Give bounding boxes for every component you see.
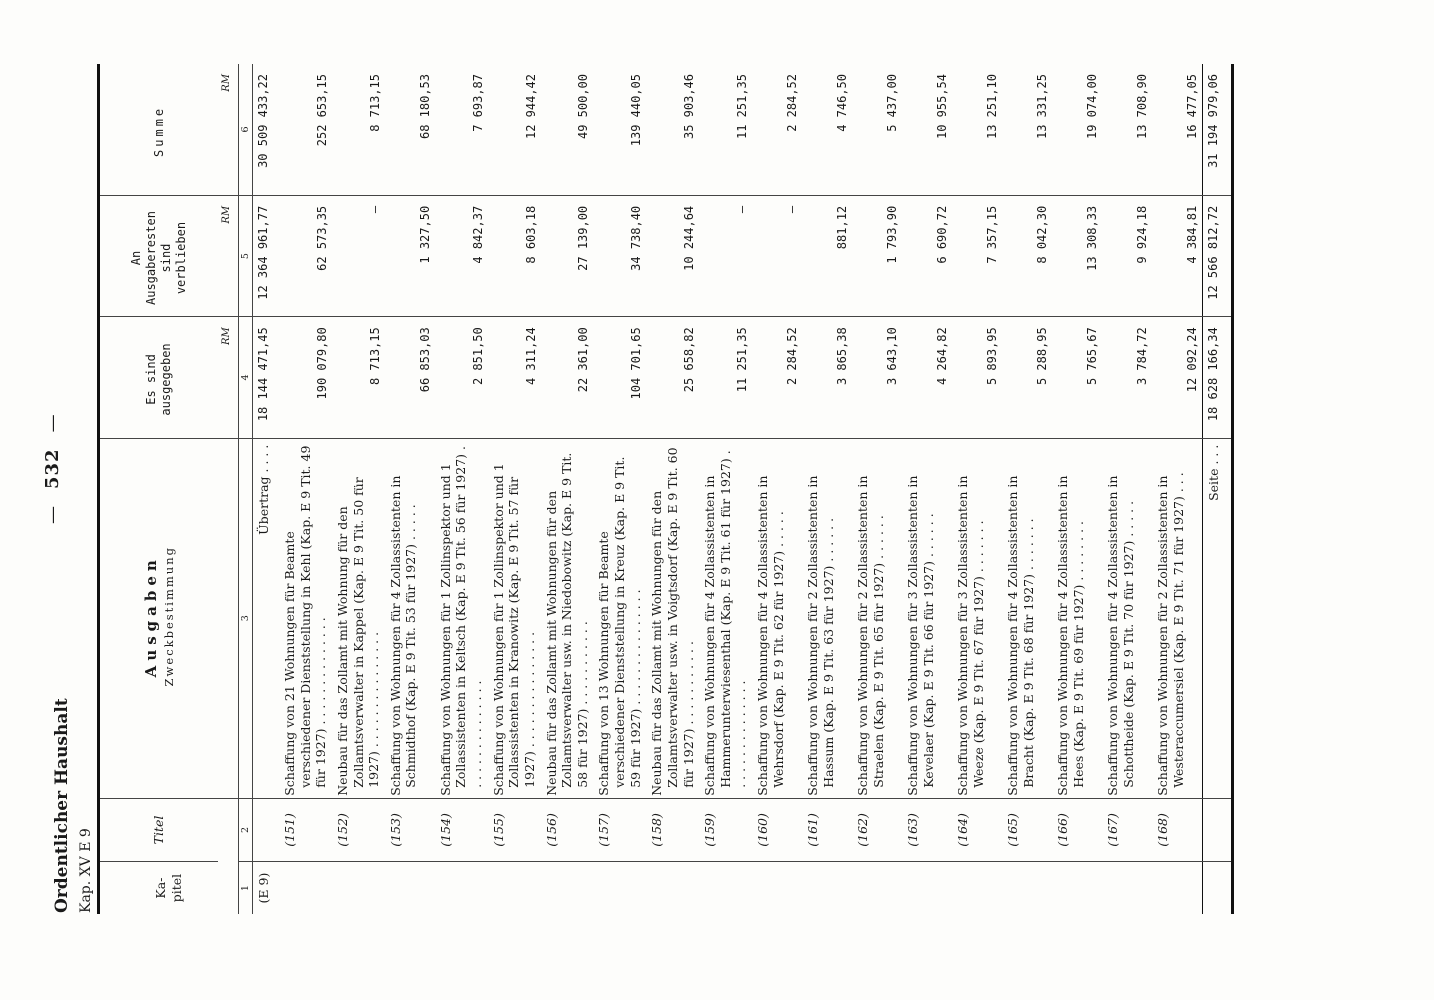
row-spent: 22 361,00 (541, 317, 594, 438)
row-title-number: (165) (1002, 798, 1052, 861)
row-remaining: 13 308,33 (1052, 195, 1102, 316)
row-chapter (385, 862, 435, 914)
table-row (802, 64, 852, 914)
table-row (952, 64, 1002, 914)
row-spent: 3 865,38 (802, 317, 852, 438)
row-title-number: (157) (593, 798, 646, 861)
row-description: Schaffung von Wohnungen für 3 Zollassistenten in Weeze (Kap. E 9 Tit. 67 für 1927) . . . . . . . (952, 438, 1002, 798)
row-chapter (852, 862, 902, 914)
row-title-number: (161) (802, 798, 852, 861)
row-remaining: 4 384,81 (1152, 195, 1203, 316)
table-row (752, 64, 802, 914)
carry-remaining: 12 364 961,77 (253, 195, 280, 316)
row-title-number: (163) (902, 798, 952, 861)
row-sum: 12 944,42 (488, 64, 541, 195)
row-remaining: 8 042,30 (1002, 195, 1052, 316)
row-sum: 139 440,05 (593, 64, 646, 195)
row-description: Schaffung von Wohnungen für 4 Zollassistenten in Wehrsdorf (Kap. E 9 Tit. 62 für 1927) . . . . . (752, 438, 802, 798)
row-description: Neubau für das Zollamt mit Wohnungen für den Zollamtsverwalter usw. in Niedobowitz (Kap. E 9 Tit. 58 für 1927) . . . . . . . . . . . (541, 438, 594, 798)
column-number: 5 (239, 195, 253, 316)
page-header-title: Ordentlicher Haushalt (52, 698, 72, 913)
row-description: Neubau für das Zollamt mit Wohnungen für den Zollamtsverwalter usw. in Voigtsdorf (Kap. E 9 Tit. 60 für 1927) . . . . . . . . . . . (646, 438, 699, 798)
row-remaining: 27 139,00 (541, 195, 594, 316)
page-header-chapter: Kap. XV E 9 (78, 828, 94, 913)
column-number: 6 (239, 64, 253, 195)
row-sum: 19 074,00 (1052, 64, 1102, 195)
row-chapter (593, 862, 646, 914)
totals-sum: 31 194 979,06 (1203, 64, 1233, 195)
unit-rm-4: RM (218, 317, 239, 438)
table-row (488, 64, 541, 914)
column-number: 4 (239, 317, 253, 438)
row-title-number: (159) (699, 798, 752, 861)
row-remaining: — (332, 195, 385, 316)
row-description: Schaffung von 21 Wohnungen für Beamte verschiedener Dienststellung in Kehl (Kap. E 9 Tit. 49 für 1927) . . . . . . . . . . . . . . (279, 438, 332, 798)
row-description: Schaffung von Wohnungen für 4 Zollassistenten in Schottheide (Kap. E 9 Tit. 70 für 1927) . . . . . (1102, 438, 1152, 798)
row-title-number: (168) (1152, 798, 1203, 861)
totals-spent: 18 628 166,34 (1203, 317, 1233, 438)
row-remaining: 8 603,18 (488, 195, 541, 316)
row-chapter (752, 862, 802, 914)
unit-rm-6: RM (218, 64, 239, 195)
row-sum: 35 903,46 (646, 64, 699, 195)
row-spent: 190 079,80 (279, 317, 332, 438)
row-spent: 25 658,82 (646, 317, 699, 438)
row-spent: 4 264,82 (902, 317, 952, 438)
row-spent: 2 851,50 (435, 317, 488, 438)
table-row (852, 64, 902, 914)
row-spent: 3 784,72 (1102, 317, 1152, 438)
row-spent: 4 311,24 (488, 317, 541, 438)
header-ausgaben-title: Ausgaben (141, 555, 160, 678)
row-title-number: (167) (1102, 798, 1152, 861)
row-title-number: (153) (385, 798, 435, 861)
row-sum: 252 653,15 (279, 64, 332, 195)
table-row (1002, 64, 1052, 914)
row-chapter (802, 862, 852, 914)
table-body (253, 64, 1203, 914)
page-number: — 532 — (42, 397, 63, 540)
header-ausgabereste: An Ausgaberesten sind verblieben (99, 195, 219, 316)
table-row (435, 64, 488, 914)
row-title-number: (155) (488, 798, 541, 861)
carry-sum: 30 509 433,22 (253, 64, 280, 195)
totals-row (1203, 64, 1233, 914)
row-remaining: 9 924,18 (1102, 195, 1152, 316)
row-remaining: 4 842,37 (435, 195, 488, 316)
row-sum: 13 708,90 (1102, 64, 1152, 195)
carry-chapter: (E 9) (256, 872, 271, 904)
row-spent: 5 288,95 (1002, 317, 1052, 438)
row-remaining: 1 327,50 (385, 195, 435, 316)
row-description: Schaffung von Wohnungen für 4 Zollassistenten in Hammerunterwiesenthal (Kap. E 9 Tit. 61 für 1927) . . . . . . . . . . . . . . . (699, 438, 752, 798)
row-sum: 68 180,53 (385, 64, 435, 195)
table-row (699, 64, 752, 914)
row-sum: 13 251,10 (952, 64, 1002, 195)
totals-remaining: 12 566 812,72 (1203, 195, 1233, 316)
row-sum: 16 477,05 (1152, 64, 1203, 195)
row-description: Schaffung von Wohnungen für 1 Zollinspektor und 1 Zollassistenten in Keltsch (Kap. E 9 Tit. 56 für 1927) . . . . . . . . . . . . . . . (435, 438, 488, 798)
column-number: 3 (239, 438, 253, 798)
row-chapter (541, 862, 594, 914)
row-sum: 2 284,52 (752, 64, 802, 195)
row-chapter (332, 862, 385, 914)
carry-spent: 18 144 471,45 (253, 317, 280, 438)
row-sum: 8 713,15 (332, 64, 385, 195)
column-number-row (239, 64, 253, 914)
row-title-number: (162) (852, 798, 902, 861)
table-row (385, 64, 435, 914)
table-row (1102, 64, 1152, 914)
table-row (1152, 64, 1203, 914)
row-description: Schaffung von Wohnungen für 2 Zollassistenten in Straelen (Kap. E 9 Tit. 65 für 1927) . . . . . . (852, 438, 902, 798)
row-chapter (902, 862, 952, 914)
row-title-number: (166) (1052, 798, 1102, 861)
row-sum: 11 251,35 (699, 64, 752, 195)
table-row (332, 64, 385, 914)
row-remaining: — (699, 195, 752, 316)
row-chapter (1152, 862, 1203, 914)
row-chapter (699, 862, 752, 914)
header-summe: Summe (99, 64, 219, 195)
row-spent: 5 893,95 (952, 317, 1002, 438)
row-sum: 49 500,00 (541, 64, 594, 195)
row-description: Schaffung von Wohnungen für 4 Zollassistenten in Schmidthof (Kap. E 9 Tit. 53 für 1927) . . . . . (385, 438, 435, 798)
table-row (902, 64, 952, 914)
row-description: Schaffung von Wohnungen für 3 Zollassistenten in Kevelaer (Kap. E 9 Tit. 66 für 1927) . . . . . . (902, 438, 952, 798)
row-spent: 8 713,15 (332, 317, 385, 438)
row-description: Schaffung von 13 Wohnungen für Beamte verschiedener Dienststellung in Kreuz (Kap. E 9 Tit. 59 für 1927) . . . . . . . . . . . . . . . (593, 438, 646, 798)
row-sum: 10 955,54 (902, 64, 952, 195)
row-title-number: (158) (646, 798, 699, 861)
totals-label: Seite . . . (1203, 438, 1233, 798)
table-row (1052, 64, 1102, 914)
row-spent: 2 284,52 (752, 317, 802, 438)
expenditure-table (97, 64, 1234, 914)
row-remaining: 7 357,15 (952, 195, 1002, 316)
row-title-number: (154) (435, 798, 488, 861)
carry-over-row (253, 64, 280, 914)
row-description: Schaffung von Wohnungen für 2 Zollassistenten in Westeraccumersiel (Kap. E 9 Tit. 71 für 1927) . . . (1152, 438, 1203, 798)
row-chapter (952, 862, 1002, 914)
table-row (593, 64, 646, 914)
row-description: Schaffung von Wohnungen für 4 Zollassistenten in Hees (Kap. E 9 Tit. 69 für 1927) . . . . . . . . (1052, 438, 1102, 798)
row-sum: 4 746,50 (802, 64, 852, 195)
unit-rm-5: RM (218, 195, 239, 316)
row-chapter (488, 862, 541, 914)
row-spent: 5 765,67 (1052, 317, 1102, 438)
row-description: Neubau für das Zollamt mit Wohnung für den Zollamtsverwalter in Kappel (Kap. E 9 Tit. 50 für 1927) . . . . . . . . . . . . . . . (332, 438, 385, 798)
row-remaining: 6 690,72 (902, 195, 952, 316)
table-row (541, 64, 594, 914)
row-chapter (279, 862, 332, 914)
column-number: 1 (239, 862, 253, 914)
header-ausgaben (99, 438, 219, 798)
carry-label: Übertrag . . . . (253, 438, 280, 798)
row-remaining: 10 244,64 (646, 195, 699, 316)
row-remaining: 62 573,35 (279, 195, 332, 316)
row-spent: 11 251,35 (699, 317, 752, 438)
row-title-number: (152) (332, 798, 385, 861)
row-remaining: 881,12 (802, 195, 852, 316)
row-chapter (1002, 862, 1052, 914)
column-number: 2 (239, 798, 253, 861)
table-row (279, 64, 332, 914)
row-spent: 3 643,10 (852, 317, 902, 438)
row-spent: 66 853,03 (385, 317, 435, 438)
row-chapter (1102, 862, 1152, 914)
row-sum: 13 331,25 (1002, 64, 1052, 195)
row-remaining: — (752, 195, 802, 316)
row-description: Schaffung von Wohnungen für 1 Zollinspektor und 1 Zollassistenten in Kranowitz (Kap. E 9 Tit. 57 für 1927) . . . . . . . . . . . . . . . (488, 438, 541, 798)
header-kapitel: Ka-pitel (153, 873, 184, 903)
table-row (646, 64, 699, 914)
row-description: Schaffung von Wohnungen für 4 Zollassistenten in Bracht (Kap. E 9 Tit. 68 für 1927) . . . . . . . (1002, 438, 1052, 798)
row-chapter (646, 862, 699, 914)
row-remaining: 34 738,40 (593, 195, 646, 316)
row-title-number: (164) (952, 798, 1002, 861)
header-ausgegeben: Es sind ausgegeben (99, 317, 219, 438)
row-spent: 104 701,65 (593, 317, 646, 438)
row-spent: 12 092,24 (1152, 317, 1203, 438)
row-sum: 7 693,87 (435, 64, 488, 195)
row-title-number: (156) (541, 798, 594, 861)
row-title-number: (151) (279, 798, 332, 861)
digitization-credit (1415, 40, 1434, 960)
row-chapter (1052, 862, 1102, 914)
header-titel: Titel (99, 798, 219, 861)
row-remaining: 1 793,90 (852, 195, 902, 316)
row-description: Schaffung von Wohnungen für 2 Zollassistenten in Hassum (Kap. E 9 Tit. 63 für 1927) . . . . . . (802, 438, 852, 798)
row-sum: 5 437,00 (852, 64, 902, 195)
header-zweckbestimmung: Zweckbestimmung (161, 546, 176, 687)
row-title-number: (160) (752, 798, 802, 861)
row-chapter (435, 862, 488, 914)
